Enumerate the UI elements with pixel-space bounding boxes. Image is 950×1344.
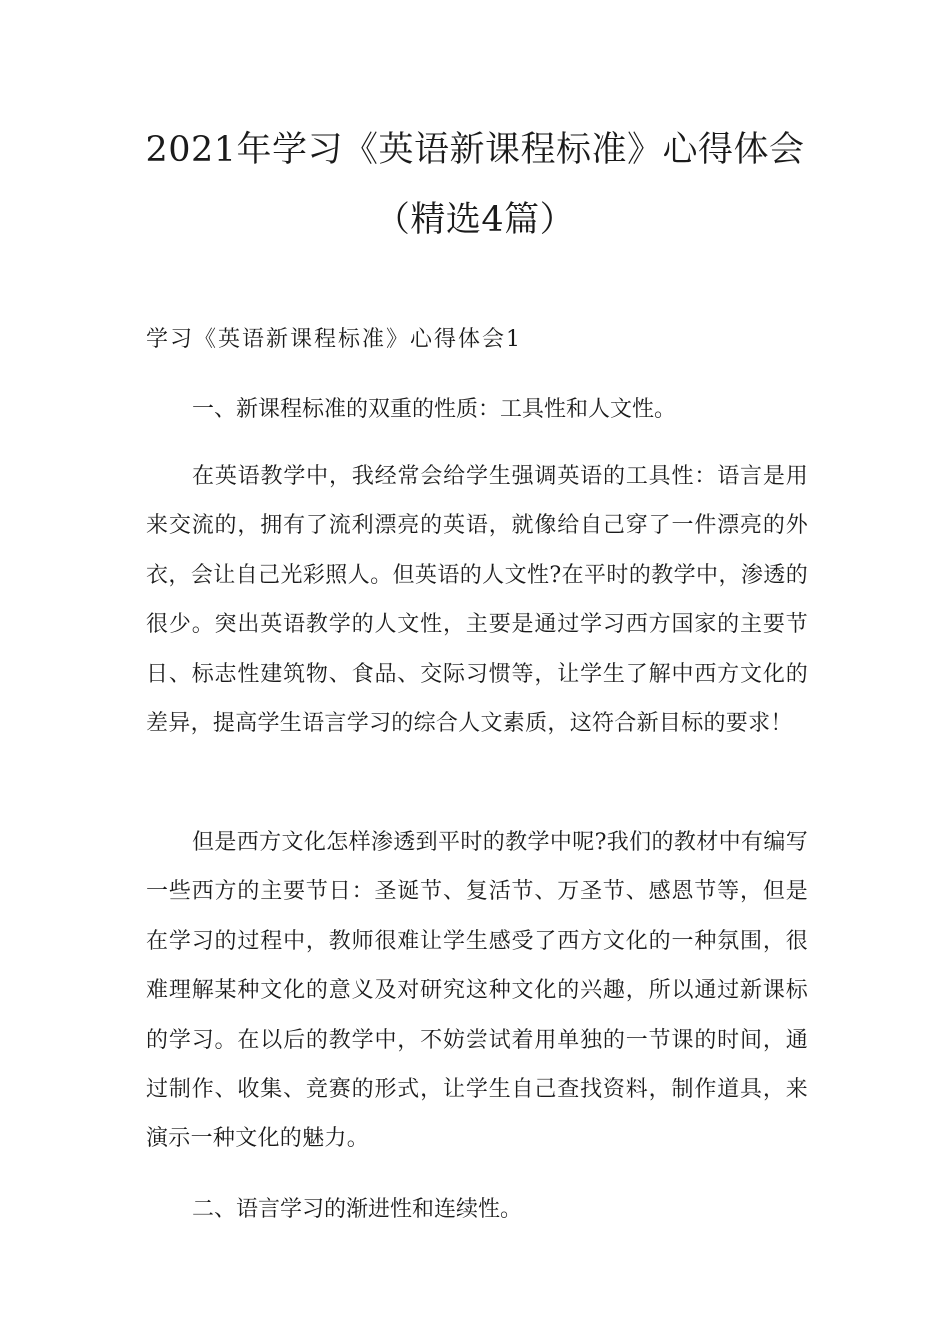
paragraph-1: 在英语教学中，我经常会给学生强调英语的工具性：语言是用来交流的，拥有了流利漂亮的英语，就像给自己穿了一件漂亮的外衣，会让自己光彩照人。但英语的人文性?在平时的教学中，渗透的很少。突出英语教学的人文性，主要是通过学习西方国家的主要节日、标志性建筑物、食品、交际习惯等，让学生了解中西方文化的差异，提高学生语言学习的综合人文素质，这符合新目标的要求！ [146,464,808,737]
section-heading: 学习《英语新课程标准》心得体会1 [146,327,522,352]
subheading-2: 二、语言学习的渐进性和连续性。 [192,1197,523,1222]
document-title-line-1: 2021年学习《英语新课程标准》心得体会 [145,130,805,170]
document-title-line-2: （精选4篇） [374,200,576,240]
paragraph-2: 但是西方文化怎样渗透到平时的教学中呢?我们的教材中有编写一些西方的主要节日：圣诞节、复活节、万圣节、感恩节等，但是在学习的过程中，教师很难让学生感受了西方文化的一种氛围，很难理解某种文化的意义及对研究这种文化的兴趣，所以通过新课标的学习。在以后的教学中，不妨尝试着用单独的一节课的时间，通过制作、收集、竞赛的形式，让学生自己查找资料，制作道具，来演示一种文化的魅力。 [146,830,808,1152]
subheading-1: 一、新课程标准的双重的性质：工具性和人文性。 [192,397,677,422]
